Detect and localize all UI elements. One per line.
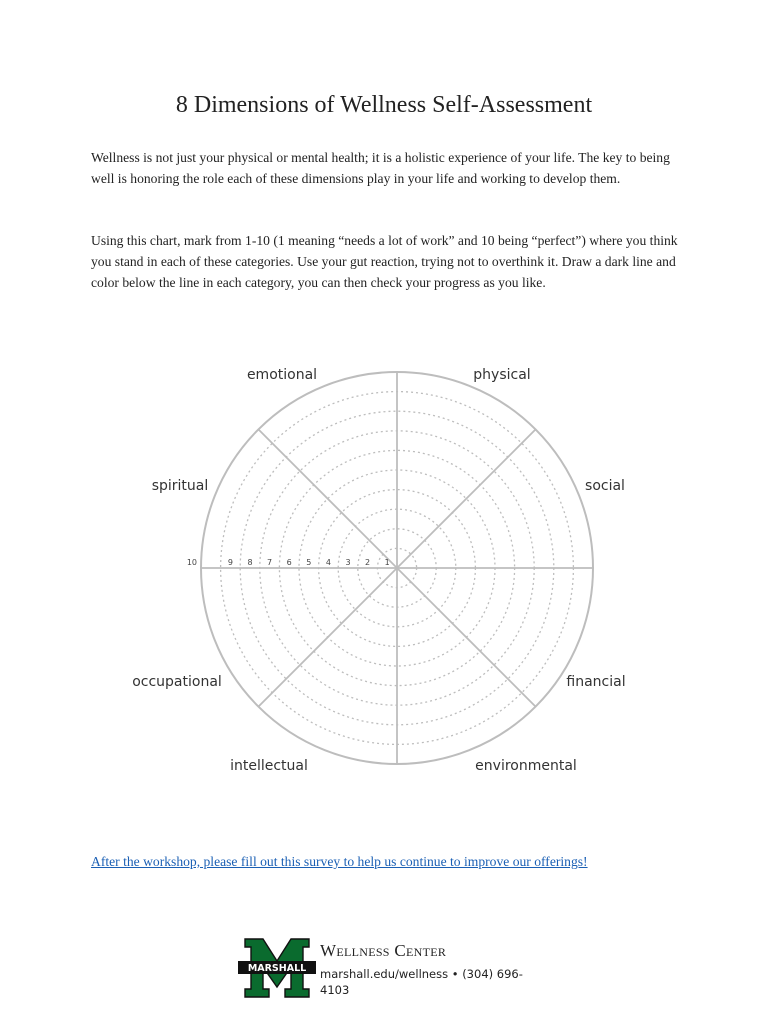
wheel-spokes bbox=[201, 372, 593, 764]
ring-number-8: 8 bbox=[247, 558, 253, 567]
label-environmental: environmental bbox=[475, 758, 577, 774]
ring-number-2: 2 bbox=[365, 558, 371, 567]
wellness-wheel bbox=[120, 340, 660, 800]
label-physical: physical bbox=[473, 367, 531, 383]
footer-contact: marshall.edu/wellness • (304) 696-4103 bbox=[320, 967, 523, 997]
page-title: 8 Dimensions of Wellness Self-Assessment bbox=[175, 92, 593, 118]
marshall-m-logo bbox=[237, 937, 317, 999]
ring-number-3: 3 bbox=[345, 558, 351, 567]
logo-wordmark: MARSHALL bbox=[247, 963, 307, 974]
ring-number-9: 9 bbox=[227, 558, 233, 567]
label-financial: financial bbox=[566, 674, 626, 690]
label-intellectual: intellectual bbox=[230, 758, 308, 774]
instructions-paragraph: Using this chart, mark from 1-10 (1 meaning “needs a lot of work” and 10 being “perfect”) where you think you stand in each of these categories. Use your gut reaction, trying not to overthink it. Draw a dark line and color below the line in each category, you can then check your progress as you like. bbox=[91, 233, 678, 290]
survey-link[interactable]: After the workshop, please fill out this survey to help us continue to improve our offerings! bbox=[91, 854, 588, 869]
wellness-wheel-svg bbox=[120, 340, 660, 800]
ring-number-5: 5 bbox=[306, 558, 312, 567]
ring-number-10: 10 bbox=[186, 558, 197, 567]
ring-number-6: 6 bbox=[286, 558, 292, 567]
ring-number-4: 4 bbox=[325, 558, 331, 567]
label-social: social bbox=[585, 478, 625, 494]
ring-number-7: 7 bbox=[267, 558, 273, 567]
label-spiritual: spiritual bbox=[151, 478, 209, 494]
wellness-center-logo bbox=[237, 937, 537, 999]
intro-paragraph: Wellness is not just your physical or mental health; it is a holistic experience of your life. The key to being well is honoring the role each of these dimensions play in your life and working to develop them. bbox=[91, 150, 670, 186]
footer-center-name: Wellness Center bbox=[320, 941, 447, 960]
label-emotional: emotional bbox=[246, 367, 318, 383]
label-occupational: occupational bbox=[132, 674, 222, 690]
ring-number-1: 1 bbox=[384, 558, 390, 567]
